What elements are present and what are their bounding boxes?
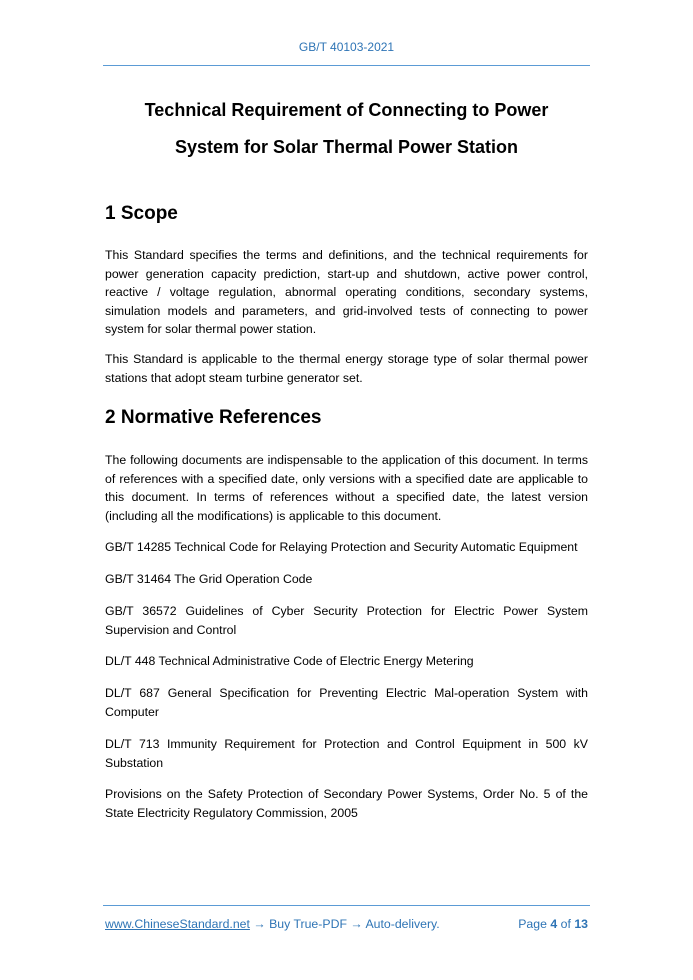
section-heading-normative-references: 2 Normative References [105, 407, 322, 428]
normative-intro-paragraph: The following documents are indispensable to the application of this document. In terms of references with a specified date, only versions with a specified date are applicable to this document. In terms of references without a specified date, the latest version (including all the modifications) is applicable to this document. [105, 453, 588, 523]
reference-item: DL/T 713 Immunity Requirement for Protection and Control Equipment in 500 kV Substation [105, 737, 588, 770]
reference-item: Provisions on the Safety Protection of Secondary Power Systems, Order No. 5 of the State Electricity Regulatory Commission, 2005 [105, 787, 588, 820]
title-line-1: Technical Requirement of Connecting to Power [144, 100, 549, 120]
scope-paragraph-2: This Standard is applicable to the thermal energy storage type of solar thermal power stations that adopt steam turbine generator set. [105, 352, 588, 385]
buy-pdf-text: Buy True-PDF [269, 917, 347, 931]
scope-paragraph-1: This Standard specifies the terms and definitions, and the technical requirements for power generation capacity prediction, start-up and shutdown, active power control, reactive / voltage regulation, abnormal operating conditions, secondary systems, simulation models and parameters, and grid-involved tests of connecting to power system for solar thermal power station. [105, 248, 588, 336]
title-line-2: System for Solar Thermal Power Station [174, 137, 519, 157]
section-heading-scope: 1 Scope [105, 203, 178, 224]
reference-item: GB/T 31464 The Grid Operation Code [105, 572, 313, 586]
header-standard-id: GB/T 40103-2021 [298, 40, 395, 54]
reference-item: GB/T 14285 Technical Code for Relaying Protection and Security Automatic Equipment [105, 540, 578, 554]
reference-item: DL/T 687 General Specification for Preventing Electric Mal-operation System with Computer [105, 686, 588, 719]
page-indicator [518, 917, 588, 931]
page-of-label: of [560, 917, 571, 931]
arrow-right-icon: → [253, 917, 266, 931]
reference-item: GB/T 36572 Guidelines of Cyber Security Protection for Electric Power System Supervision and Control [105, 604, 588, 637]
page-total: 13 [574, 917, 588, 931]
page-footer [105, 917, 588, 931]
header-divider [103, 65, 590, 66]
footer-divider [103, 905, 590, 906]
reference-item: DL/T 448 Technical Administrative Code of Electric Energy Metering [105, 654, 474, 668]
website-link[interactable]: www.ChineseStandard.net [105, 917, 250, 931]
auto-delivery-text: Auto-delivery. [365, 917, 440, 931]
document-title [90, 92, 603, 166]
page-current: 4 [550, 917, 558, 931]
arrow-right-icon: → [350, 917, 363, 931]
page-label: Page [518, 917, 547, 931]
